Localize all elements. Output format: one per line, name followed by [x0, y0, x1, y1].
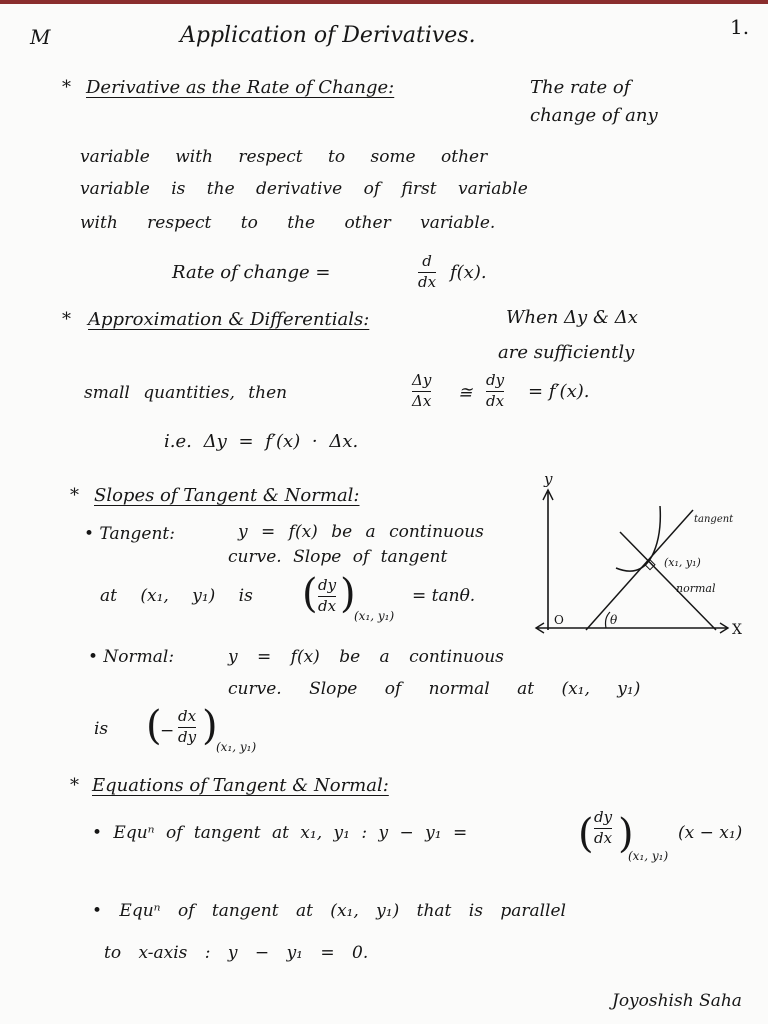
tangent-label: • Tangent:: [84, 524, 175, 544]
approx-symbol: ≅: [458, 383, 473, 403]
rate-formula-fraction: [418, 254, 436, 291]
page-number: 1.: [730, 15, 750, 39]
section1-bullet: *: [62, 77, 71, 98]
rate-formula-num: d: [422, 252, 432, 270]
diagram-tangent-label: tangent: [694, 514, 734, 525]
tangent-normal-diagram: [528, 470, 758, 650]
diagram-origin-label: O: [554, 613, 564, 627]
eq1-fraction-den: dx: [594, 828, 613, 847]
section4-heading: Equations of Tangent & Normal:: [92, 775, 389, 796]
rate-formula-right: f(x).: [450, 262, 487, 283]
eq1-fraction-num: dy: [594, 808, 613, 826]
tangent-slope-den: dx: [318, 596, 337, 615]
eq1-subscript: (x₁, y₁): [628, 849, 669, 863]
delta-fraction-den: Δx: [412, 391, 432, 410]
section1-line3: variable with respect to some other: [80, 147, 488, 167]
section2-line2: are sufficiently: [498, 342, 635, 363]
eq2-line1: • Equⁿ of tangent at (x₁, y₁) that is parallel: [92, 901, 566, 921]
section2-heading: Approximation & Differentials:: [88, 309, 370, 330]
normal-right-paren: ): [202, 703, 218, 749]
section2-line3-left: small quantities, then: [84, 383, 288, 403]
tangent-right-paren: ): [340, 571, 356, 617]
normal-slope-fraction: [178, 709, 196, 746]
normal-minus: −: [160, 721, 175, 741]
section1-line4: variable is the derivative of first variable: [80, 179, 528, 199]
ie-line: i.e. Δy = f′(x) · Δx.: [164, 431, 359, 452]
section4-bullet: *: [70, 775, 79, 796]
tangent-slope-num: dy: [318, 576, 337, 594]
eq1-left: • Equⁿ of tangent at x₁, y₁ : y − y₁ =: [92, 823, 468, 843]
delta-fraction: [412, 373, 431, 410]
corner-mark: M: [30, 25, 51, 49]
signature: Joyoshish Saha: [612, 991, 742, 1011]
tangent-line3-right: = tanθ.: [412, 586, 476, 606]
diagram-point-label: (x₁, y₁): [664, 556, 701, 569]
derivative-fraction: [486, 373, 504, 410]
diagram-normal-label: normal: [676, 582, 716, 595]
eq1-left-paren: (: [578, 811, 594, 857]
section3-bullet: *: [70, 485, 79, 506]
section1-line5: with respect to the other variable.: [80, 213, 496, 233]
tangent-line1: y = f(x) be a continuous: [238, 522, 484, 542]
section1-line2: change of any: [530, 105, 658, 126]
normal-slope-num: dx: [178, 707, 197, 725]
rate-formula-den: dx: [418, 272, 437, 291]
tangent-subscript: (x₁, y₁): [354, 609, 395, 623]
section1-line1: The rate of: [530, 77, 631, 98]
normal-line2: curve. Slope of normal at (x₁, y₁): [228, 679, 641, 699]
page-title: Application of Derivatives.: [180, 23, 476, 48]
tangent-line2: curve. Slope of tangent: [228, 547, 448, 567]
curve: [616, 506, 660, 571]
eq2-line2: to x-axis : y − y₁ = 0.: [104, 943, 369, 963]
diagram-x-label: X: [732, 622, 742, 638]
derivative-fraction-num: dy: [486, 371, 505, 389]
page-top-edge: [0, 0, 768, 4]
diagram-y-label: y: [544, 470, 553, 488]
normal-line: [620, 532, 716, 630]
delta-fraction-num: Δy: [412, 371, 432, 389]
tangent-line: [586, 510, 693, 630]
section3-heading: Slopes of Tangent & Normal:: [94, 485, 360, 506]
section2-line3-right: = f′(x).: [528, 381, 590, 402]
tangent-slope-fraction: [318, 578, 336, 615]
normal-line1: y = f(x) be a continuous: [228, 647, 504, 667]
normal-line3-left: is: [94, 719, 109, 739]
tangent-line3-left: at (x₁, y₁) is: [100, 586, 253, 606]
section1-heading: Derivative as the Rate of Change:: [86, 77, 395, 98]
section2-line1: When Δy & Δx: [506, 307, 638, 328]
normal-left-paren: (: [146, 703, 162, 749]
diagram-theta-label: θ: [610, 613, 618, 627]
eq1-right-paren: ): [618, 811, 634, 857]
section2-bullet: *: [62, 309, 71, 330]
normal-subscript: (x₁, y₁): [216, 740, 257, 754]
eq1-right: (x − x₁): [678, 823, 743, 843]
normal-slope-den: dy: [178, 727, 197, 746]
tangent-left-paren: (: [302, 571, 318, 617]
normal-label: • Normal:: [88, 647, 175, 667]
derivative-fraction-den: dx: [486, 391, 505, 410]
rate-formula-left: Rate of change =: [172, 262, 331, 283]
eq1-fraction: [594, 810, 612, 847]
